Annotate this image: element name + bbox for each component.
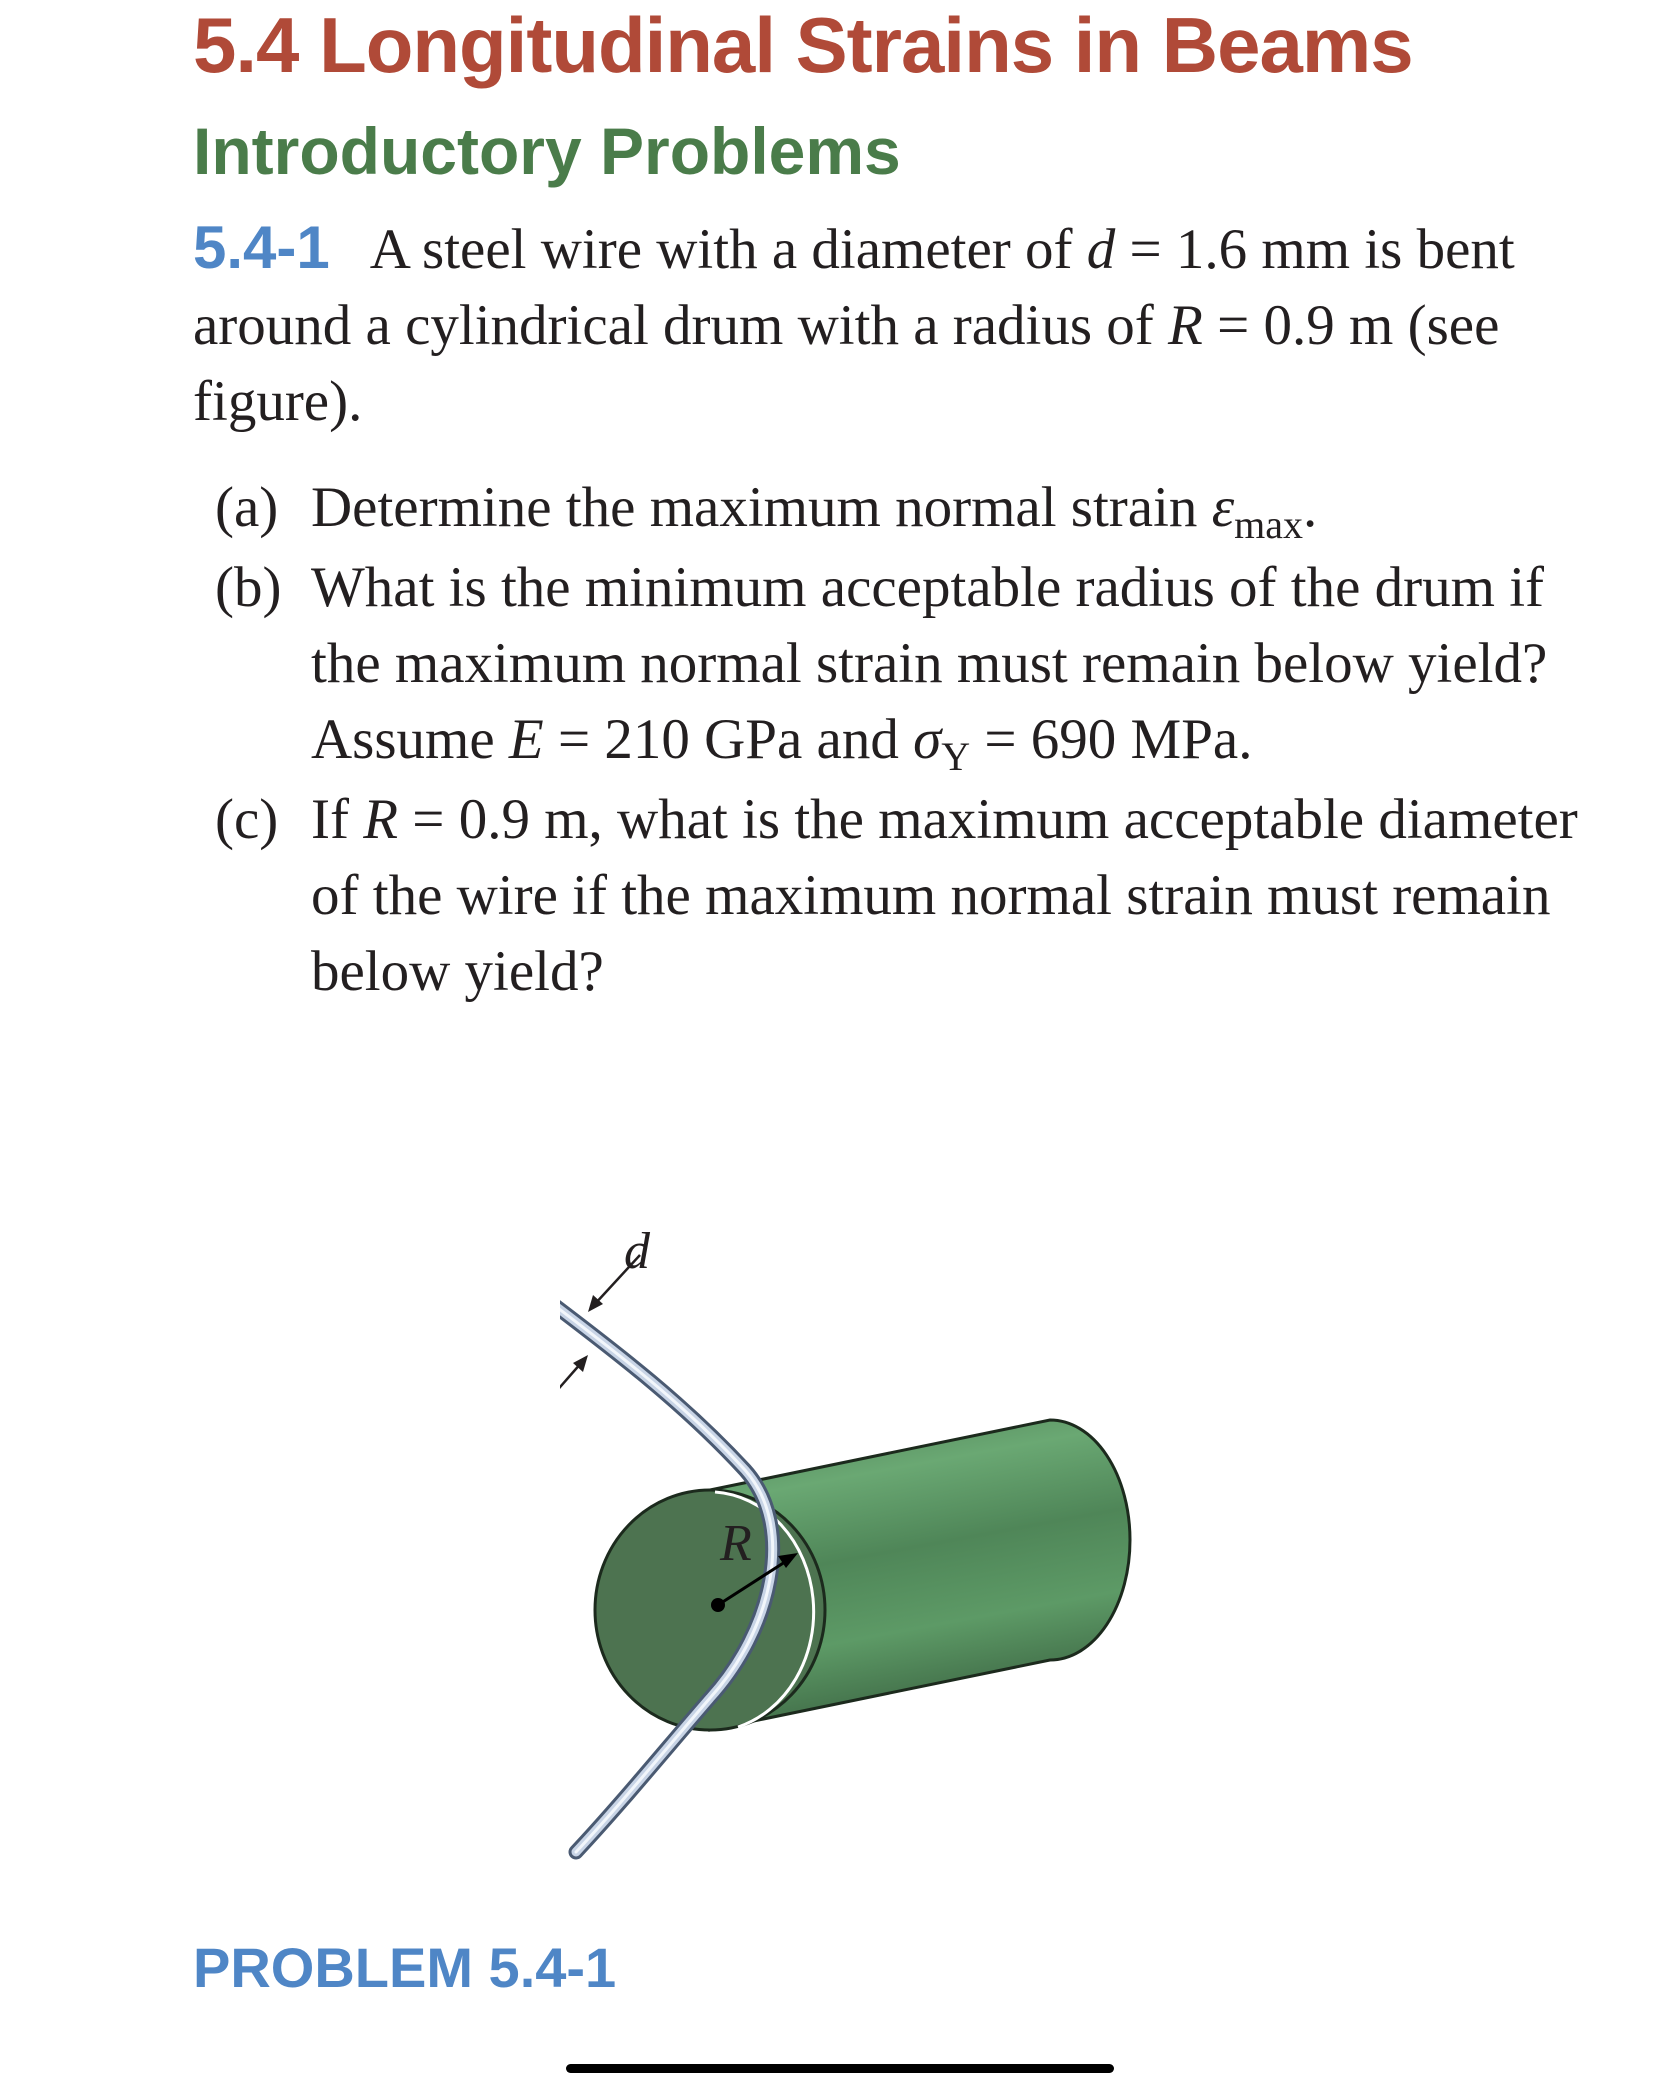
variable-epsilon: ε [1211, 476, 1235, 539]
epsilon-subscript: max [1234, 502, 1304, 547]
problem-statement [193, 210, 1593, 440]
home-indicator[interactable] [566, 2064, 1114, 2073]
part-c-label: (c) [215, 788, 279, 851]
figure-caption: PROBLEM 5.4-1 [193, 1936, 617, 1999]
problem-parts [215, 470, 1615, 1014]
part-c [215, 782, 1615, 1010]
section-title: 5.4 Longitudinal Strains in Beams [193, 1, 1413, 89]
part-b-text-2: = 210 GPa and [543, 708, 914, 771]
variable-sigma: σ [913, 708, 942, 771]
subsection-title: Introductory Problems [193, 114, 901, 188]
part-a-label: (a) [215, 476, 279, 539]
statement-text-3: = 0.9 m (see figure). [193, 294, 1500, 433]
part-c-text-1: If [311, 788, 364, 851]
variable-R: R [363, 788, 399, 851]
label-d: d [624, 1230, 650, 1280]
label-R: R [720, 1515, 752, 1572]
part-c-text-2: = 0.9 m, what is the maximum acceptable diameter of the wire if the maximum normal strain must remain below yield? [311, 788, 1578, 1003]
sigma-subscript: Y [941, 734, 971, 779]
variable-E: E [508, 708, 544, 771]
variable-d: d [1086, 218, 1116, 281]
statement-text-2: = 1.6 mm is bent around a cylindrical drum with a radius of [193, 218, 1515, 357]
figure-svg [560, 1230, 1200, 1930]
part-a-text-2: . [1303, 476, 1318, 539]
diameter-leader-lower [560, 1362, 582, 1410]
statement-text-1: A steel wire with a diameter of [369, 218, 1087, 281]
wire-drum-figure [560, 1230, 1200, 1930]
part-a [215, 470, 1615, 546]
part-b-label: (b) [215, 556, 282, 619]
part-a-text-1: Determine the maximum normal strain [311, 476, 1212, 539]
part-b-text-3: = 690 MPa. [970, 708, 1253, 771]
part-b [215, 550, 1615, 778]
part-b-text-1: What is the minimum acceptable radius of the drum if the maximum normal strain must remain below yield? Assume [311, 556, 1548, 771]
problem-number: 5.4-1 [193, 214, 330, 281]
variable-R: R [1168, 294, 1203, 357]
